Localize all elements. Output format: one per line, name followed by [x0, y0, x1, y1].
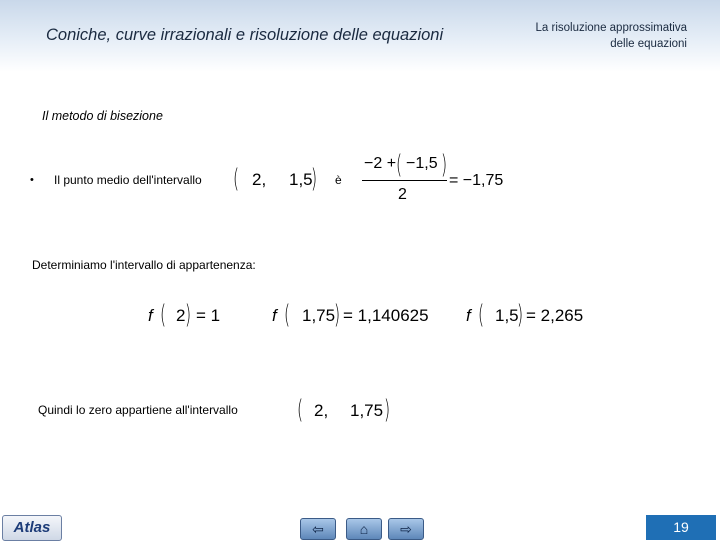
- interval1-end: 1,5: [289, 170, 313, 189]
- interval2-close-paren-icon: ): [384, 395, 391, 425]
- fraction-numerator-a: −2 +: [364, 155, 397, 172]
- close-paren-icon: ): [311, 164, 318, 194]
- conclusion-text: Quindi lo zero appartiene all'intervallo: [38, 403, 238, 417]
- home-button[interactable]: [346, 518, 382, 540]
- interval2-start: 2,: [314, 401, 329, 420]
- f1-close-paren-icon: ): [185, 300, 192, 330]
- bullet-dot: •: [30, 174, 34, 186]
- f2-open-paren-icon: (: [284, 300, 291, 330]
- header-title: Coniche, curve irrazionali e risoluzione delle equazioni: [46, 26, 444, 44]
- f1-value: = 1: [196, 306, 221, 325]
- header-section-title: [497, 20, 687, 52]
- open-paren-icon: (: [233, 164, 240, 194]
- page-number: 19: [646, 515, 716, 540]
- f2-argument: 1,75: [302, 306, 336, 325]
- numerator-close-paren-icon: ): [441, 150, 448, 180]
- f2-value: = 1,140625: [343, 306, 429, 325]
- f2-close-paren-icon: ): [334, 300, 341, 330]
- f3-value: = 2,265: [526, 306, 584, 325]
- prev-button[interactable]: [300, 518, 336, 540]
- fraction-bar: [362, 180, 447, 181]
- arrow-right-icon: ⇨: [400, 521, 412, 537]
- determine-text: Determiniamo l'intervallo di appartenenza:: [32, 258, 256, 272]
- f1-open-paren-icon: (: [160, 300, 167, 330]
- header-bar: [0, 0, 720, 72]
- header-section-line1: La risoluzione approssimativa: [535, 22, 687, 34]
- fraction-numerator-b: −1,5: [406, 155, 438, 172]
- is-word: è: [335, 173, 342, 187]
- interval1-start: 2,: [252, 170, 267, 189]
- arrow-left-icon: ⇦: [312, 521, 324, 537]
- next-button[interactable]: [388, 518, 424, 540]
- f2-function: f: [272, 306, 277, 325]
- f3-argument: 1,5: [495, 306, 519, 325]
- f1-argument: 2: [176, 306, 186, 325]
- f3-open-paren-icon: (: [478, 300, 485, 330]
- slide-subtitle: Il metodo di bisezione: [42, 109, 163, 123]
- f3-function: f: [466, 306, 471, 325]
- interval2-end: 1,75: [350, 401, 384, 420]
- atlas-logo: Atlas: [2, 515, 62, 541]
- numerator-open-paren-icon: (: [396, 150, 403, 180]
- midpoint-text: Il punto medio dell'intervallo: [54, 173, 202, 187]
- header-section-line2: delle equazioni: [610, 38, 687, 50]
- home-icon: ⌂: [359, 521, 369, 537]
- f1-function: f: [148, 306, 153, 325]
- fraction-denominator: 2: [398, 186, 407, 203]
- f3-close-paren-icon: ): [517, 300, 524, 330]
- interval2-open-paren-icon: (: [297, 395, 304, 425]
- fraction-result: = −1,75: [449, 172, 504, 189]
